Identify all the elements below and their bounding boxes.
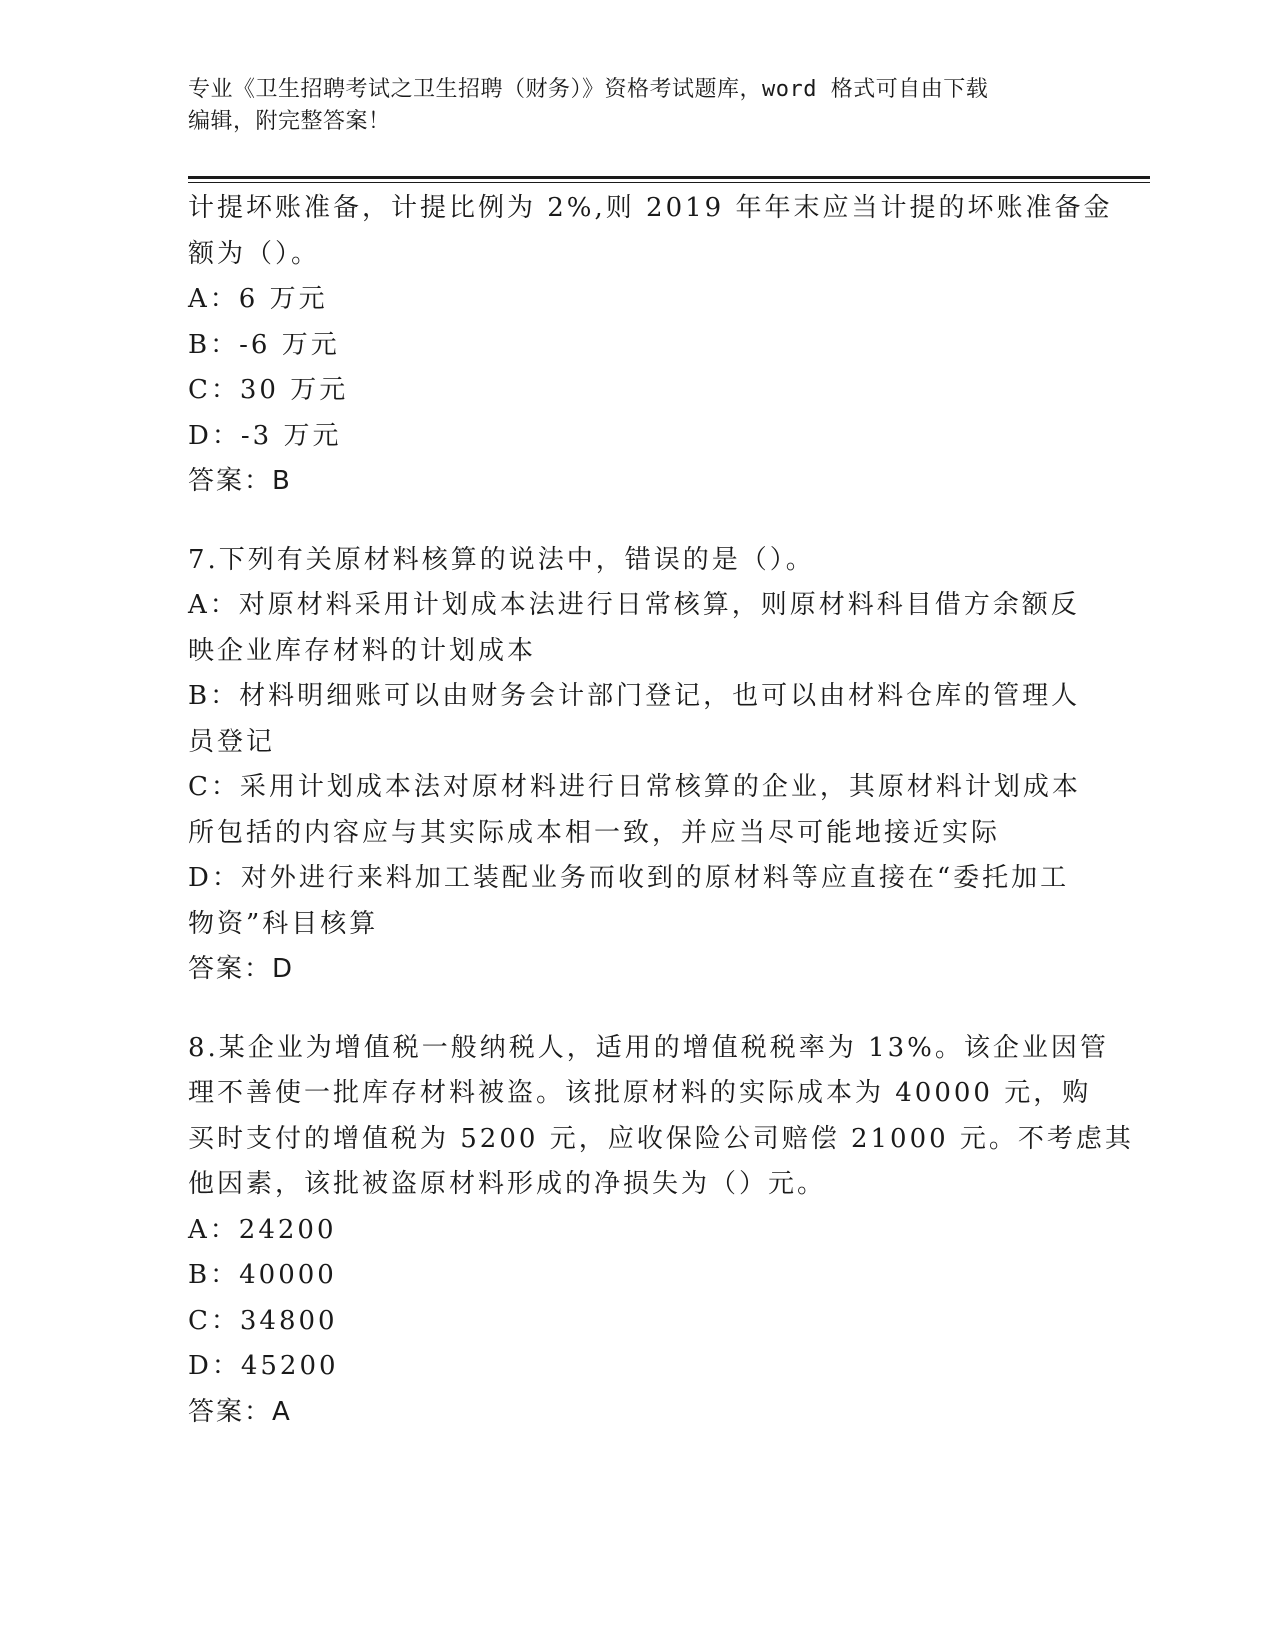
- option-c: C：采用计划成本法对原材料进行日常核算的企业，其原材料计划成本: [188, 772, 1081, 802]
- option-c: C：34800: [188, 1305, 338, 1336]
- header-line-1: 专业《卫生招聘考试之卫生招聘（财务）》资格考试题库，word 格式可自由下载: [188, 77, 989, 102]
- answer-label: 答案：A: [188, 1396, 292, 1427]
- option-c-continued: 所包括的内容应与其实际成本相一致，并应当尽可能地接近实际: [188, 817, 1001, 848]
- option-d: D：对外进行来料加工装配业务而收到的原材料等应直接在“委托加工: [188, 863, 1070, 893]
- option-d-continued: 物资”科目核算: [188, 908, 379, 939]
- option-a: A：24200: [188, 1214, 337, 1245]
- option-d: D：-3 万元: [188, 420, 342, 451]
- page-header: [188, 74, 1068, 138]
- option-c: C：30 万元: [188, 375, 349, 405]
- option-b: B：40000: [188, 1260, 337, 1290]
- option-b: B：-6 万元: [188, 329, 340, 360]
- question-gap: [188, 505, 1078, 538]
- option-b-continued: 员登记: [188, 726, 276, 757]
- answer-label: 答案：D: [188, 954, 295, 984]
- header-line-2: 编辑，附完整答案！: [188, 109, 391, 134]
- header-rule-thick: [188, 176, 1150, 179]
- option-d: D：45200: [188, 1351, 339, 1381]
- question-stem-line: 计提坏账准备，计提比例为 2%,则 2019 年年末应当计提的坏账准备金: [188, 193, 1113, 223]
- question-stem-line: 理不善使一批库存材料被盗。该批原材料的实际成本为 40000 元，购: [188, 1078, 1092, 1108]
- question-stem-line: 他因素，该批被盗原材料形成的净损失为（）元。: [188, 1169, 827, 1199]
- header-rule-thin: [188, 182, 1150, 183]
- question-content: [188, 186, 1134, 1435]
- question-7: [188, 538, 1081, 993]
- question-6: [188, 186, 1113, 505]
- question-stem-line: 8.某企业为增值税一般纳税人，适用的增值税税率为 13%。该企业因管: [188, 1032, 1109, 1063]
- question-stem-line: 7.下列有关原材料核算的说法中，错误的是（）。: [188, 544, 815, 575]
- option-a: A：6 万元: [188, 284, 328, 314]
- answer-label: 答案：B: [188, 466, 292, 496]
- option-b: B：材料明细账可以由财务会计部门登记，也可以由材料仓库的管理人: [188, 681, 1081, 711]
- option-a: A：对原材料采用计划成本法进行日常核算，则原材料科目借方余额反: [188, 590, 1080, 620]
- question-stem-line: 买时支付的增值税为 5200 元，应收保险公司赔偿 21000 元。不考虑其: [188, 1123, 1134, 1154]
- question-gap: [188, 993, 1078, 1026]
- question-stem-line: 额为（）。: [188, 238, 321, 269]
- option-a-continued: 映企业库存材料的计划成本: [188, 635, 537, 666]
- question-8: [188, 1026, 1134, 1436]
